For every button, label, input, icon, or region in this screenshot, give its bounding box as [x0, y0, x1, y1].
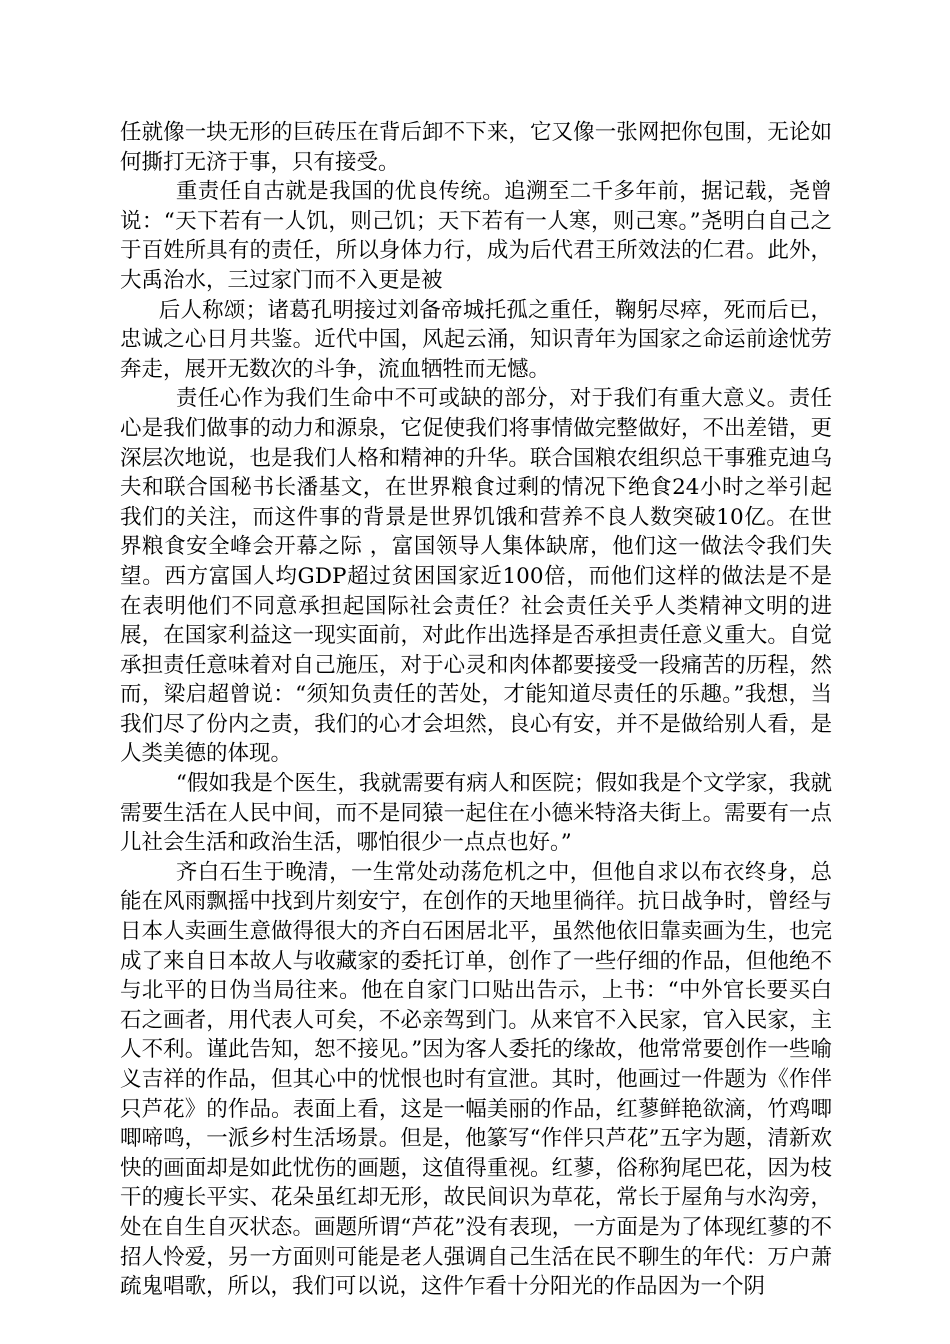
paragraph-1: 任就像一块无形的巨砖压在背后卸不下来，它又像一张网把你包围，无论如何撕打无济于事，只有接受。 — [120, 120, 832, 175]
paragraph-5: “假如我是个医生，我就需要有病人和医院；假如我是个文学家，我就需要生活在人民中间，而不是同猿一起住在小德米特洛夫街上。需要有一点儿社会生活和政治生活，哪怕很少一点点也好。” — [120, 771, 832, 856]
paragraph-4: 责任心作为我们生命中不可或缺的部分，对于我们有重大意义。责任心是我们做事的动力和源泉，它促使我们将事情做完整做好，不出差错，更深层次地说，也是我们人格和精神的升华。联合国粮农组织总干事雅克迪乌夫和联合国秘书长潘基文，在世界粮食过剩的情况下绝食24小时之举引起我们的关注，而这件事的背景是世界饥饿和营养不良人数突破10亿。在世界粮食安全峰会开幕之际 ，富国领导人集体缺席，他们这一做法令我们失望。西方富国人均GDP超过贫困国家近100倍，而他们这样的做法是不是在表明他们不同意承担起国际社会责任？社会责任关乎人类精神文明的进展，在国家利益这一现实面前，对此作出选择是否承担责任意义重大。自觉承担责任意味着对自己施压，对于心灵和肉体都要接受一段痛苦的历程，然而，梁启超曾说：“须知负责任的苦处，才能知道尽责任的乐趣。”我想，当我们尽了份内之责，我们的心才会坦然，良心有安，并不是做给别人看，是人类美德的体现。 — [120, 386, 832, 767]
paragraph-2: 重责任自古就是我国的优良传统。追溯至二千多年前，据记载，尧曾说：“天下若有一人饥，则己饥；天下若有一人寒，则己寒。”尧明白自己之于百姓所具有的责任，所以身体力行，成为后代君王所效法的仁君。此外，大禹治水，三过家门而不入更是被 — [120, 179, 832, 293]
paragraph-3: 后人称颂；诸葛孔明接过刘备帝城托孤之重任，鞠躬尽瘁，死而后已，忠诚之心日月共鉴。近代中国，风起云涌，知识青年为国家之命运前途忧劳奔走，展开无数次的斗争，流血牺牲而无憾。 — [120, 297, 832, 382]
document-page — [120, 118, 832, 1302]
paragraph-6: 齐白石生于晚清，一生常处动荡危机之中，但他自求以布衣终身，总能在风雨飘摇中找到片刻安宁，在创作的天地里徜徉。抗日战争时，曾经与日本人卖画生意做得很大的齐白石困居北平，虽然他依旧靠卖画为生，也完成了来自日本故人与收藏家的委托订单，创作了一些仔细的作品，但他绝不与北平的日伪当局往来。他在自家门口贴出告示，上书：“中外官长要买白石之画者，用代表人可矣，不必亲驾到门。从来官不入民家，官入民家，主人不利。谨此告知，恕不接见。”因为客人委托的缘故，他常常要创作一些喻义吉祥的作品，但其心中的忧恨也时有宣泄。其时，他画过一件题为《作伴只芦花》的作品。表面上看，这是一幅美丽的作品，红蓼鲜艳欲滴，竹鸡唧唧啼鸣，一派乡村生活场景。但是，他篆写“作伴只芦花”五字为题，清新欢快的画面却是如此忧伤的画题，这值得重视。红蓼，俗称狗尾巴花，因为枝干的瘦长平实、花朵虽红却无形，故民间识为草花，常长于屋角与水沟旁，处在自生自灭状态。画题所谓“芦花”没有表现，一方面是为了体现红蓼的不招人怜爱，另一方面则可能是老人强调自己生活在民不聊生的年代：万户萧疏鬼唱歌，所以，我们可以说，这件乍看十分阳光的作品因为一个阴 — [120, 859, 832, 1300]
